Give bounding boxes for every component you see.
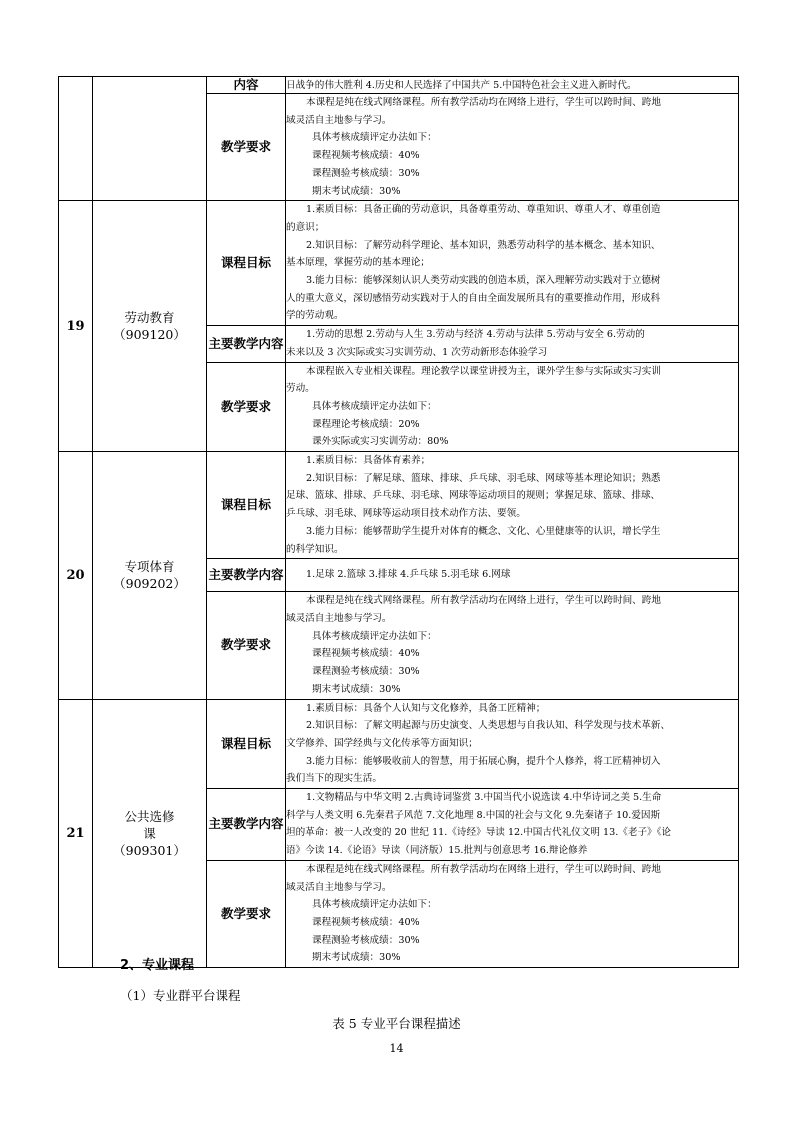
teaching-content: [286, 789, 739, 861]
content-line: 域灵活自主地参与学习。: [286, 612, 392, 624]
teaching-content: [286, 326, 739, 362]
requirements-content: [286, 592, 739, 699]
content-line: 本课程是纯在线式网络课程。所有教学活动均在网络上进行，学生可以跨时间、跨地: [306, 595, 661, 607]
content-line: 未来以及 3 次实际或实习实训劳动、1 次劳动新形态体验学习: [286, 346, 548, 358]
table-row: [59, 699, 739, 789]
content-line: 本课程是纯在线式网络课程。所有教学活动均在网络上进行，学生可以跨时间、跨地: [306, 863, 661, 875]
content-line: 语》今读 14.《论语》导读（同济版）15.批判与创意思考 16.辩论修养: [286, 845, 588, 857]
goals-label: 课程目标: [207, 201, 286, 326]
content-line: 劳动。: [286, 383, 315, 395]
teaching-content: [286, 559, 739, 592]
content-line: 1.劳动的思想 2.劳动与人生 3.劳动与经济 4.劳动与法律 5.劳动与安全 6.劳动的: [306, 329, 645, 341]
content-line: 本课程是纯在线式网络课程。所有教学活动均在网络上进行，学生可以跨时间、跨地: [306, 97, 661, 108]
course-number: 20: [59, 452, 93, 699]
content-line: 2.知识目标：了解足球、篮球、排球、乒乓球、羽毛球、网球等基本理论知识；熟悉: [306, 472, 661, 484]
requirements-content: [286, 860, 739, 967]
course-code: （909202）: [113, 576, 186, 592]
content-line: 具体考核成绩评定办法如下：: [312, 630, 437, 642]
content-line: 1.素质目标：具备正确的劳动意识，具备尊重劳动、尊重知识、尊重人才、尊重创造: [306, 204, 661, 216]
content-line: 1.足球 2.篮球 3.排球 4.乒乓球 5.羽毛球 6.网球: [306, 569, 511, 581]
table-row: [59, 201, 739, 326]
row-label: 教学要求: [207, 94, 286, 201]
goals-content: [286, 699, 739, 789]
content-line: 坦的革命：被一人改变的 20 世纪 11.《诗经》导读 12.中国古代礼仪文明 13.《老子》《论: [286, 827, 672, 839]
content-line: 课外实际或实习实训劳动：80%: [312, 436, 449, 448]
course-table: [58, 76, 739, 968]
sub-heading: （1）专业群平台课程: [120, 988, 241, 1003]
content-line: 科学与人类文明 6.先秦君子风范 7.文化地理 8.中国的社会与文化 9.先秦诸子 10.爱因斯: [286, 809, 661, 821]
requirements-content: [286, 362, 739, 452]
content-line: 具体考核成绩评定办法如下：: [312, 899, 437, 911]
content-line: 课程测验考核成绩：30%: [312, 666, 420, 678]
requirements-label: 教学要求: [207, 860, 286, 967]
content-line: 学的劳动观。: [286, 310, 344, 322]
content-line: 3.能力目标：能够吸收前人的智慧，用于拓展心胸，提升个人修养，将工匠精神切入: [306, 755, 661, 767]
content-line: 1.文物精品与中华文明 2.古典诗词鉴赏 3.中国当代小说选读 4.中华诗词之美 5.生命: [306, 792, 662, 804]
content-line: 课程测验考核成绩：30%: [312, 167, 420, 179]
content-line: 足球、篮球、排球、乒乓球、羽毛球、网球等运动项目的规则；掌握足球、篮球、排球、: [286, 490, 661, 502]
row-content: [286, 94, 739, 201]
content-line: 具体考核成绩评定办法如下：: [312, 400, 437, 412]
content-line: 域灵活自主地参与学习。: [286, 114, 392, 126]
course-name: [93, 699, 207, 968]
content-line: 人的重大意义，深切感悟劳动实践对于人的自由全面发展所具有的重要推动作用，形成科: [286, 292, 661, 304]
course-number: 19: [59, 201, 93, 452]
row-number-cell: [59, 77, 93, 201]
course-number: 21: [59, 699, 93, 968]
course-name-line: 劳动教育: [124, 310, 175, 326]
content-line: 1.素质目标：具备体育素养；: [306, 455, 431, 467]
table-caption: 表 5 专业平台课程描述: [332, 1016, 461, 1031]
content-line: 期末考试成绩：30%: [312, 952, 401, 964]
table-row: [59, 452, 739, 559]
content-line: 本课程嵌入专业相关课程。理论教学以课堂讲授为主，课外学生参与实际或实习实训: [306, 365, 661, 377]
content-line: 1.素质目标：具备个人认知与文化修养，具备工匠精神；: [306, 702, 546, 714]
content-line: 3.能力目标：能够深刻认识人类劳动实践的创造本质，深入理解劳动实践对于立德树: [306, 275, 661, 287]
row-label: 内容: [207, 77, 286, 94]
content-line: 2.知识目标：了解劳动科学理论、基本知识，熟悉劳动科学的基本概念、基本知识、: [306, 239, 661, 251]
content-line: 文学修养、国学经典与文化传承等方面知识；: [286, 737, 478, 749]
goals-content: [286, 201, 739, 326]
content-line: 课程视频考核成绩：40%: [312, 916, 420, 928]
content-label: 主要教学内容: [207, 559, 286, 592]
content-line: 域灵活自主地参与学习。: [286, 881, 392, 893]
course-name-line: 公共选修: [124, 808, 175, 824]
content-line: 日战争的伟大胜利 4.历史和人民选择了中国共产 5.中国特色社会主义进入新时代。: [286, 79, 637, 91]
content-label: 主要教学内容: [207, 326, 286, 362]
content-line: 我们当下的现实生活。: [286, 773, 382, 785]
content-line: 的意识；: [286, 221, 325, 233]
requirements-label: 教学要求: [207, 592, 286, 699]
course-name-line: 课: [143, 825, 156, 841]
content-line: 2.知识目标：了解文明起源与历史演变、人类思想与自我认知、科学发现与技术革新、: [306, 720, 671, 732]
content-line: 课程视频考核成绩：40%: [312, 648, 420, 660]
goals-label: 课程目标: [207, 452, 286, 559]
goals-content: [286, 452, 739, 559]
section-heading: 2、专业课程: [120, 958, 195, 973]
content-line: 课程理论考核成绩：20%: [312, 418, 420, 430]
course-name: [93, 452, 207, 699]
goals-label: 课程目标: [207, 699, 286, 789]
row-content: [286, 77, 739, 94]
content-line: 课程测验考核成绩：30%: [312, 934, 420, 946]
content-line: 的科学知识。: [286, 543, 344, 555]
course-name-cell: [93, 77, 207, 201]
content-line: 期末考试成绩：30%: [312, 683, 401, 695]
content-line: 具体考核成绩评定办法如下：: [312, 132, 437, 144]
requirements-label: 教学要求: [207, 362, 286, 452]
content-line: 课程视频考核成绩：40%: [312, 150, 420, 162]
page-number: 14: [389, 1042, 404, 1055]
content-line: 基本原理，掌握劳动的基本理论；: [286, 257, 430, 269]
content-line: 3.能力目标：能够帮助学生提升对体育的概念、文化、心里健康等的认识，增长学生: [306, 525, 661, 537]
course-name-line: 专项体育: [124, 559, 175, 575]
content-label: 主要教学内容: [207, 789, 286, 861]
content-line: 乒乓球、羽毛球、网球等运动项目技术动作方法、要领。: [286, 508, 526, 520]
table-row: [59, 77, 739, 94]
course-code: （909301）: [113, 842, 186, 858]
course-code: （909120）: [113, 327, 186, 343]
content-line: 期末考试成绩：30%: [312, 185, 401, 197]
course-name: [93, 201, 207, 452]
